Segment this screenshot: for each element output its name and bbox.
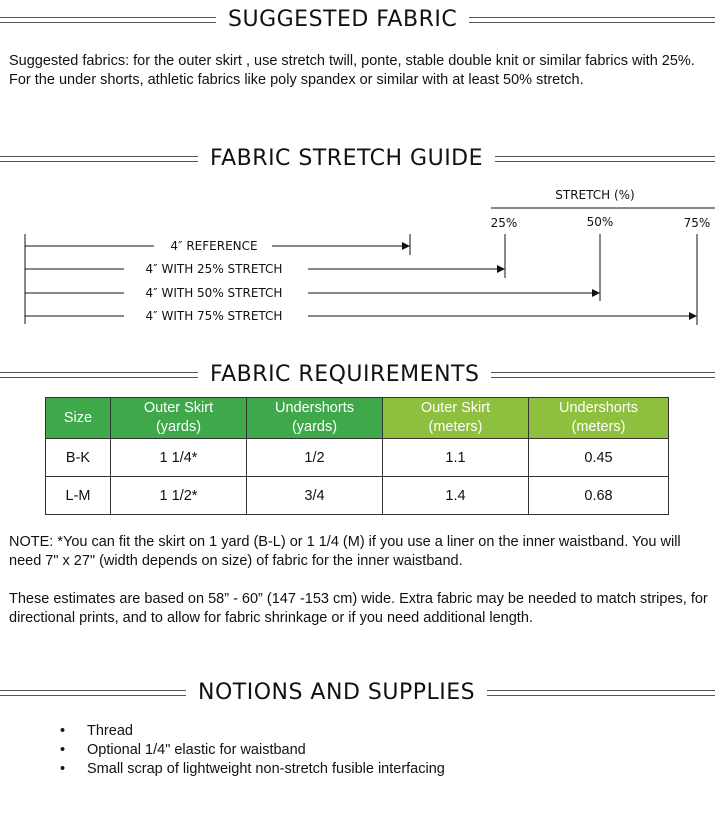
cell-size: L-M	[46, 477, 111, 515]
bullet: •	[60, 761, 66, 777]
header-outer-skirt-meters	[383, 398, 529, 439]
heading-rule-left	[0, 690, 186, 696]
cell-outer-skirt-meters: 1.4	[383, 477, 529, 515]
requirements-estimate: These estimates are based on 58” - 60” (147 -153 cm) wide. Extra fabric may be needed to match stripes, for directional prints, and to allow for fabric shrinkage or if you need additional length.	[9, 591, 708, 626]
list-item	[60, 722, 445, 741]
header-label: Outer Skirt	[420, 400, 491, 416]
notions-list	[60, 722, 445, 779]
table-row	[46, 477, 669, 515]
stretch-guide-heading	[0, 146, 715, 171]
heading-rule-left	[0, 156, 198, 162]
stretch-50-label: 4″ WITH 50% STRETCH	[145, 286, 283, 300]
heading-rule-right	[491, 372, 715, 378]
reference-label: 4″ REFERENCE	[170, 239, 258, 253]
header-unit: (meters)	[571, 419, 626, 435]
heading-rule-right	[495, 156, 715, 162]
stretch-guide-title: FABRIC STRETCH GUIDE	[210, 146, 484, 171]
notions-title: NOTIONS AND SUPPLIES	[198, 680, 476, 705]
cell-undershorts-meters: 0.68	[529, 477, 669, 515]
requirements-note: NOTE: *You can fit the skirt on 1 yard (B-L) or 1 1/4 (M) if you use a liner on the inner waistband. You will need 7" x 27" (width depends on size) of fabric for the inner waistband.	[9, 534, 681, 569]
tick-label-25: 25%	[490, 216, 518, 230]
fabric-requirements-table	[45, 397, 669, 515]
tick-label-50: 50%	[586, 215, 614, 229]
cell-outer-skirt-yards: 1 1/2*	[111, 477, 247, 515]
stretch-25-label: 4″ WITH 25% STRETCH	[145, 262, 283, 276]
requirements-title: FABRIC REQUIREMENTS	[210, 362, 480, 387]
cell-outer-skirt-yards: 1 1/4*	[111, 439, 247, 477]
stretch-header-label: STRETCH (%)	[555, 188, 635, 202]
header-unit: (yards)	[291, 419, 338, 435]
header-undershorts-yards	[247, 398, 383, 439]
suggested-fabric-title: SUGGESTED FABRIC	[228, 7, 458, 32]
header-unit: (yards)	[155, 419, 202, 435]
header-undershorts-meters	[529, 398, 669, 439]
heading-rule-left	[0, 372, 198, 378]
header-size-label: Size	[63, 409, 93, 426]
header-unit: (meters)	[428, 419, 483, 435]
list-item-text: Optional 1/4" elastic for waistband	[87, 742, 306, 758]
cell-undershorts-yards: 3/4	[247, 477, 383, 515]
header-outer-skirt-yards	[111, 398, 247, 439]
notions-heading	[0, 680, 715, 705]
header-label: Undershorts	[559, 400, 638, 416]
heading-rule-left	[0, 17, 216, 23]
requirements-heading	[0, 362, 715, 387]
bullet: •	[60, 742, 66, 758]
header-label: Undershorts	[275, 400, 354, 416]
stretch-75-label: 4″ WITH 75% STRETCH	[145, 309, 283, 323]
table-row	[46, 439, 669, 477]
stretch-guide-diagram	[0, 180, 715, 330]
heading-rule-right	[487, 690, 715, 696]
cell-undershorts-yards: 1/2	[247, 439, 383, 477]
list-item	[60, 741, 445, 760]
cell-size: B-K	[46, 439, 111, 477]
heading-rule-right	[469, 17, 715, 23]
bullet: •	[60, 723, 66, 739]
header-label: Outer Skirt	[143, 400, 214, 416]
suggested-fabric-text: Suggested fabrics: for the outer skirt , use stretch twill, ponte, stable double knit or similar fabrics with 25%. For the under shorts, athletic fabrics like poly spandex or similar with at least 50% stretch.	[9, 53, 695, 88]
suggested-fabric-heading	[0, 7, 715, 32]
header-size	[46, 398, 111, 439]
table-header-row	[46, 398, 669, 439]
cell-outer-skirt-meters: 1.1	[383, 439, 529, 477]
list-item-text: Thread	[87, 723, 133, 739]
cell-undershorts-meters: 0.45	[529, 439, 669, 477]
list-item	[60, 760, 445, 779]
tick-label-75: 75%	[683, 216, 711, 230]
list-item-text: Small scrap of lightweight non-stretch fusible interfacing	[87, 761, 445, 777]
